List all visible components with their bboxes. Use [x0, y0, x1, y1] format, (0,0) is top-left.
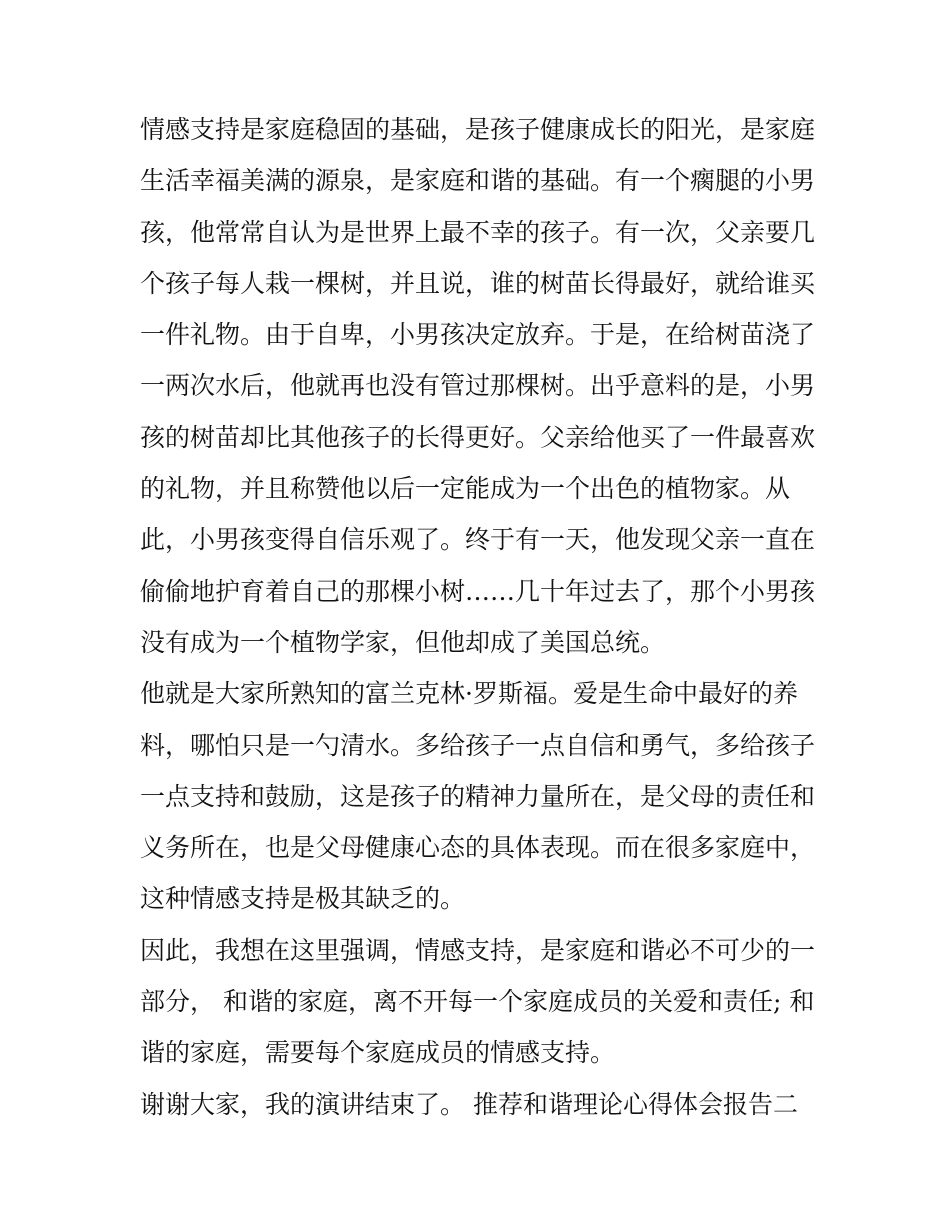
text-line: 没有成为一个植物学家，但他却成了美国总统。	[140, 627, 666, 657]
text-line: 谐的家庭，需要每个家庭成员的情感支持。	[140, 1038, 616, 1068]
text-line: 孩，他常常自认为是世界上最不幸的孩子。有一次，父亲要几	[140, 217, 816, 247]
text-line: 情感支持是家庭稳固的基础，是孩子健康成长的阳光，是家庭	[140, 115, 816, 144]
body-text	[140, 104, 815, 1130]
text-line: 他就是大家所熟知的富兰克林·罗斯福。爱是生命中最好的养	[140, 679, 798, 709]
text-line: 个孩子每人栽一棵树，并且说，谁的树苗长得最好，就给谁买	[140, 268, 816, 298]
text-line: 一两次水后，他就再也没有管过那棵树。出乎意料的是，小男	[140, 371, 816, 401]
text-line: 偷偷地护育着自己的那棵小树……几十年过去了，那个小男孩	[140, 576, 816, 606]
text-line: 一件礼物。由于自卑，小男孩决定放弃。于是，在给树苗浇了	[140, 320, 816, 350]
text-line: 这种情感支持是极其缺乏的。	[140, 884, 466, 914]
text-line: 料，哪怕只是一勺清水。多给孩子一点自信和勇气，多给孩子	[140, 730, 816, 760]
text-line: 的礼物，并且称赞他以后一定能成为一个出色的植物家。从	[140, 474, 791, 504]
text-line: 此，小男孩变得自信乐观了。终于有一天，他发现父亲一直在	[140, 525, 816, 555]
text-line: 因此，我想在这里强调，情感支持，是家庭和谐必不可少的一	[140, 935, 816, 965]
text-line: 义务所在，也是父母健康心态的具体表现。而在很多家庭中，	[140, 833, 816, 863]
text-line: 孩的树苗却比其他孩子的长得更好。父亲给他买了一件最喜欢	[140, 422, 816, 452]
text-line: 谢谢大家，我的演讲结束了。 推荐和谐理论心得体会报告二	[140, 1089, 798, 1119]
text-line: 生活幸福美满的源泉，是家庭和谐的基础。有一个瘸腿的小男	[140, 166, 816, 196]
text-line: 部分， 和谐的家庭，离不开每一个家庭成员的关爱和责任; 和	[140, 987, 815, 1017]
text-line: 一点支持和鼓励，这是孩子的精神力量所在，是父母的责任和	[140, 781, 816, 811]
